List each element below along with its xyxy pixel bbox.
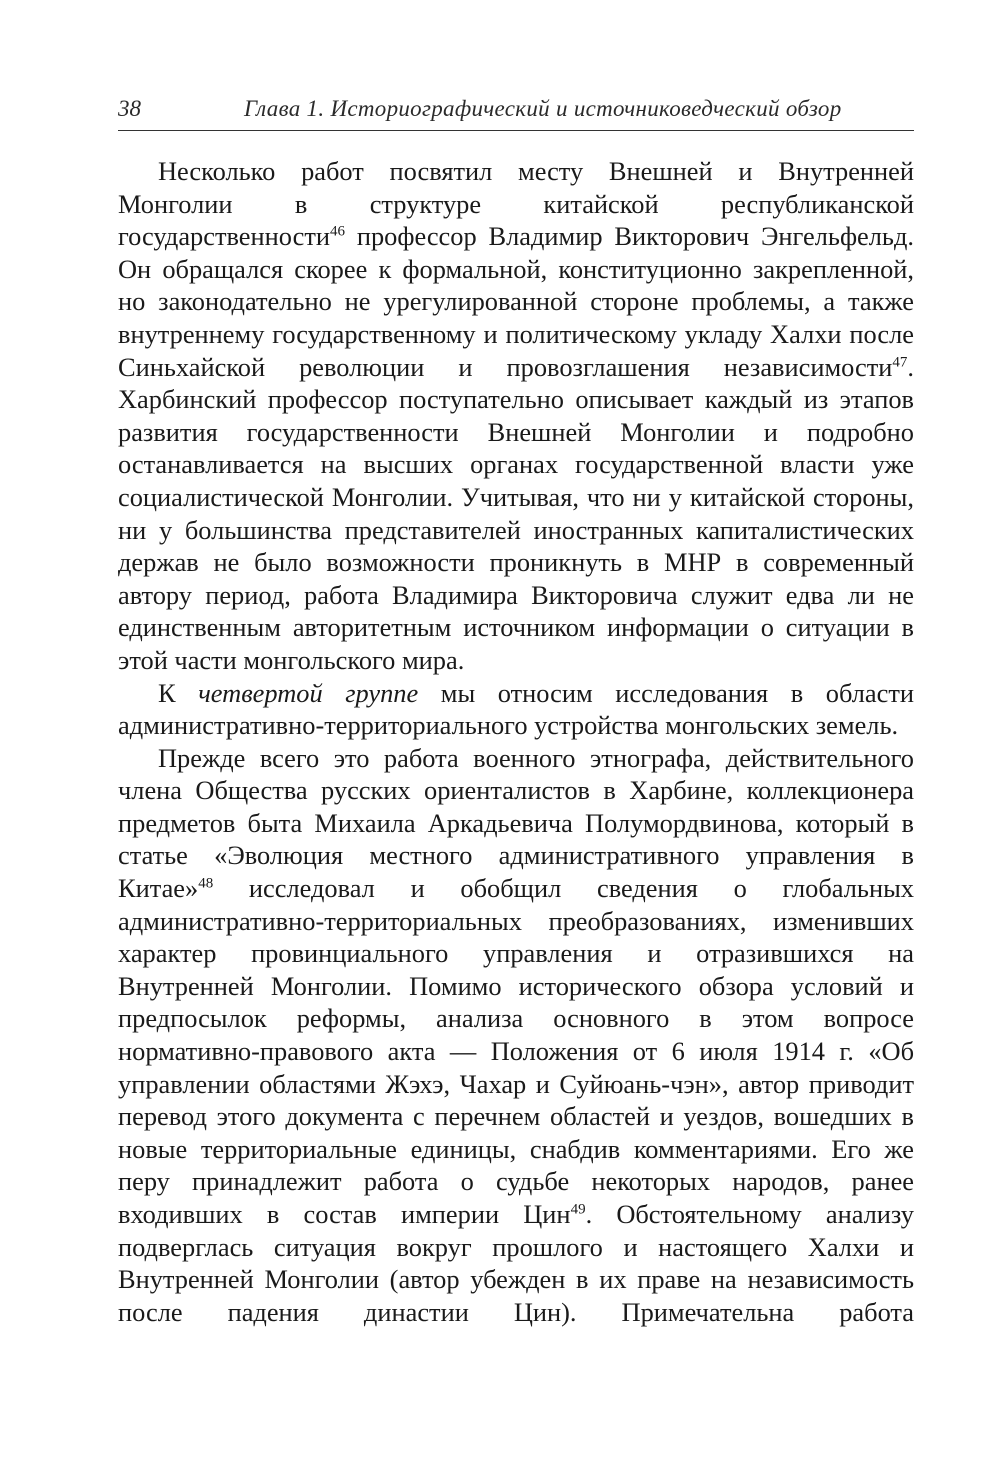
paragraph-1-text-b: профессор Владимир Викторович Энгельфельд. Он обращался скорее к формальной, конституционно закрепленной, но законодательно не урегулированной стороне проблемы, а также внутреннему государственному и политическому укладу Халхи после Синьхайской революции и провозглашения независимости [118, 221, 914, 382]
footnote-ref-46: 46 [330, 223, 345, 240]
paragraph-1-text-a: Несколько работ посвятил месту Внешней и Внутренней Монголии в структуре китайской республиканской государственности [118, 156, 914, 252]
paragraph-1 [118, 155, 914, 677]
paragraph-3-text-a: Прежде всего это работа военного этнографа, действительного члена Общества русских ориенталистов в Харбине, коллекционера предметов быта Михаила Аркадьевича Полумордвинова, который в статье «Эволюция местного административного управления в Китае» [118, 742, 914, 904]
paragraph-3-text-c: . Обстоятельному анализу подверглась ситуация вокруг прошлого и настоящего Халхи и Внутренней Монголии (автор убежден в их праве на независимость после падения династии Цин). Примечательна работа [118, 1199, 914, 1327]
footnote-ref-47: 47 [892, 354, 908, 371]
running-header [118, 94, 914, 131]
paragraph-2-text-b: мы относим исследования в области административно-территориального устройства монгольских земель. [118, 677, 914, 741]
paragraph-3 [118, 742, 914, 1329]
page-number: 38 [118, 96, 141, 121]
chapter-title: Глава 1. Историографический и источниковедческий обзор [244, 96, 842, 121]
footnote-ref-49: 49 [570, 1201, 586, 1218]
paragraph-3-text-b: исследовал и обобщил сведения о глобальных административно-территориальных преобразованиях, изменивших характер провинциального управления и отразившихся на Внутренней Монголии. Помимо исторического обзора условий и предпосылок реформы, анализа основного в этом вопросе нормативно-правового акта — Положения от 6 июля 1914 г. «Об управлении областями Жэхэ, Чахар и Суйюань-чэн», автор приводит перевод этого документа с перечнем областей и уездов, вошедших в новые территориальные единицы, снабдив комментариями. Его же перу принадлежит работа о судьбе некоторых народов, ранее входивших в состав империи Цин [118, 873, 914, 1229]
paragraph-2 [118, 677, 914, 742]
paragraph-1-text-c: . Харбинский профессор поступательно описывает каждый из этапов развития государственности Внешней Монголии и подробно останавливается на высших органах государственной власти уже социалистической Монголии. Учитывая, что ни у китайской стороны, ни у большинства представителей иностранных капиталистических держав не было возможности проникнуть в МНР в современный автору период, работа Владимира Викторовича служит едва ли не единственным авторитетным источником информации о ситуации в этой части монгольского мира. [118, 351, 914, 675]
paragraph-2-emphasis: четвертой группе [198, 677, 419, 708]
body-text [118, 155, 914, 1328]
footnote-ref-48: 48 [198, 875, 214, 892]
paragraph-2-text-a: К [158, 677, 199, 708]
